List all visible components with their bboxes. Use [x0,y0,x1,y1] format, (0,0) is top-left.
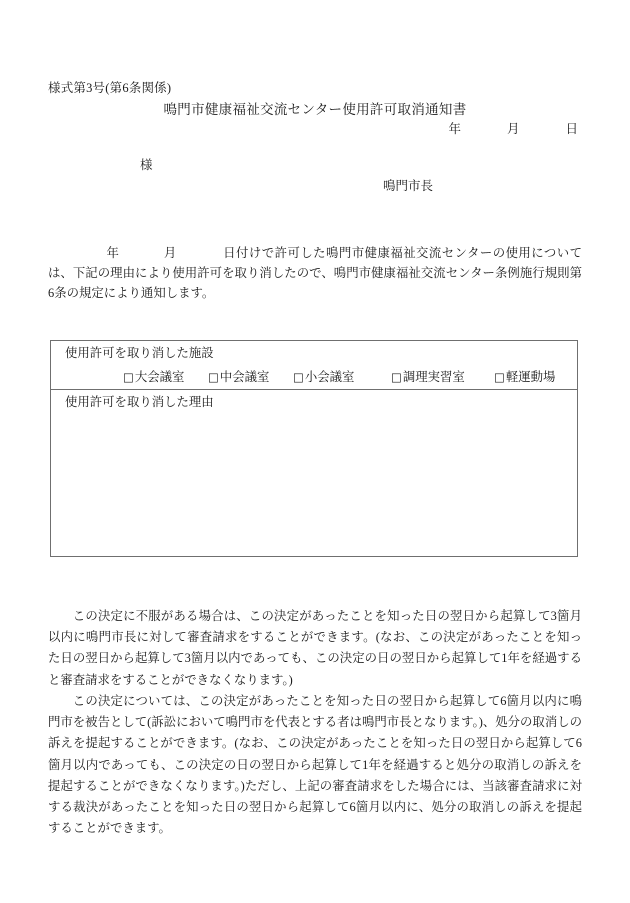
checkbox-item-small-meeting-room[interactable] [293,365,354,390]
checkbox-item-light-exercise-ground[interactable] [494,365,555,390]
legal-notice-appeal [48,606,582,691]
addressee-honorific: 様 [140,158,153,172]
revocation-form-table [50,340,578,557]
reason-input-area[interactable] [51,414,577,580]
checkbox-icon[interactable]: □ [208,370,219,384]
legal-notice-appeal-text: この決定に不服がある場合は、この決定があったことを知った日の翌日から起算して3箇月以内に鳴門市長に対して審査請求をすることができます。(なお、この決定があったことを知った日の翌日から起算して3箇月以内であっても、この決定の日の翌日から起算して1年を経過すると審査請求をすることができなくなります。) [48,609,582,687]
page-title: 鳴門市健康福祉交流センター使用許可取消通知書 [163,102,467,117]
checkbox-label: 大会議室 [134,370,185,384]
checkbox-item-medium-meeting-room[interactable] [208,365,269,390]
checkbox-icon[interactable]: □ [494,370,505,384]
checkbox-icon[interactable]: □ [391,370,402,384]
body-text: 日付けで許可した鳴門市健康福祉交流センターの使用については、下記の理由により使用許可を取り消したので、鳴門市健康福祉交流センター条例施行規則第6条の規定により通知します。 [48,246,583,300]
reason-row-label: 使用許可を取り消した理由 [65,395,214,409]
form-number-label: 様式第3号(第6条関係) [48,81,172,95]
checkbox-label: 中会議室 [219,370,270,384]
body-paragraph [48,243,582,303]
issue-date-day-label: 日 [565,122,578,136]
checkbox-item-large-meeting-room[interactable] [123,365,184,390]
issue-date-month-label: 月 [506,122,520,136]
checkbox-item-cooking-room[interactable] [391,365,465,390]
checkbox-label: 調理実習室 [402,370,465,384]
checkbox-label: 軽運動場 [505,370,556,384]
body-date-month-label: 月 [163,246,177,260]
legal-notice-litigation [48,691,582,839]
issue-date-year-label: 年 [448,122,461,136]
checkbox-icon[interactable]: □ [293,370,304,384]
legal-notice-litigation-text: この決定については、この決定があったことを知った日の翌日から起算して6箇月以内に鳴門市を被告として(訴訟において鳴門市を代表とする者は鳴門市長となります。)、処分の取消しの訴えを提起することができます。(なお、この決定があったことを知った日の翌日から起算して6箇月以内であっても、この決定の日の翌日から起算して1年を経過すると処分の取消しの訴えを提起することができなくなります。)ただし、上記の審査請求をした場合には、当該審査請求に対する裁決があったことを知った日の翌日から起算して6箇月以内に、処分の取消しの訴えを提起することができます。 [48,694,582,836]
checkbox-icon[interactable]: □ [123,370,134,384]
facility-checkbox-row [51,365,577,390]
issue-date-line [0,119,578,137]
body-date-year-label: 年 [106,246,120,260]
facility-row-label: 使用許可を取り消した施設 [65,346,214,360]
checkbox-label: 小会議室 [304,370,355,384]
issuer-name: 鳴門市長 [383,179,434,193]
